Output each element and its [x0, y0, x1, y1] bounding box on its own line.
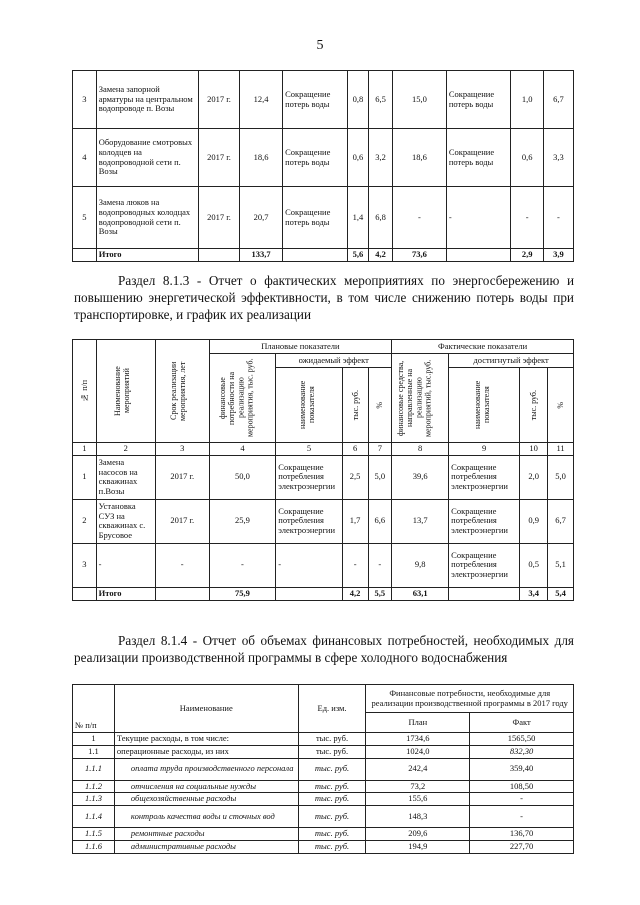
fact-rub: 1,0	[511, 71, 543, 129]
fact-pct: 6,7	[548, 499, 574, 543]
section-8-1-4-heading: Раздел 8.1.4 - Отчет об объемах финансовых потребностей, необходимых для реализации производственной программы в сфере холодного водоснабжения	[74, 633, 574, 665]
total-fact-rub: 3,4	[520, 587, 548, 600]
row-name: ремонтные расходы	[114, 828, 298, 841]
table-row	[73, 758, 574, 780]
table-row	[73, 745, 574, 758]
fact-rub: 2,0	[520, 455, 548, 499]
measure-name: Замена люков на водопроводных колодцах водопроводной сети п. Возы	[96, 187, 198, 249]
row-name: административные расходы	[114, 840, 298, 853]
fact-indicator: Сокращение потерь воды	[446, 129, 511, 187]
plan-pct: 6,5	[369, 71, 393, 129]
row-number: 1.1.1	[73, 758, 115, 780]
fact-pct: 5,0	[548, 455, 574, 499]
plan-indicator: Сокращение потребления электроэнергии	[276, 499, 342, 543]
col-findicator: наименование показателя	[449, 368, 520, 443]
row-fact: -	[470, 806, 574, 828]
row-name: Текущие расходы, в том числе:	[114, 733, 298, 746]
term: -	[155, 543, 209, 587]
plan-rub: 1,4	[347, 187, 369, 249]
row-number: 1.1	[73, 745, 115, 758]
term: 2017 г.	[155, 499, 209, 543]
fact-indicator: Сокращение потребления электроэнергии	[449, 543, 520, 587]
row-number: 1.1.6	[73, 840, 115, 853]
measure-name: Замена насосов на скважинах п.Возы	[96, 455, 155, 499]
row-fact: 1565,50	[470, 733, 574, 746]
row-number: 1.1.3	[73, 793, 115, 806]
row-plan: 194,9	[366, 840, 470, 853]
total-pct: 4,2	[369, 249, 393, 262]
plan-pct: 3,2	[369, 129, 393, 187]
table-row	[73, 793, 574, 806]
empty-cell	[73, 249, 97, 262]
column-number: 1	[73, 443, 97, 456]
row-plan: 209,6	[366, 828, 470, 841]
row-fact: 108,50	[470, 780, 574, 793]
term: 2017 г.	[155, 455, 209, 499]
plan-pct: 6,6	[368, 499, 392, 543]
section-8-1-3-heading: Раздел 8.1.3 - Отчет о фактических мероприятиях по энергосбережению и повышению энергетической эффективности, в том числе снижению потерь воды при транспортировке, и график их реализации	[74, 273, 574, 322]
row-number: 1.1.5	[73, 828, 115, 841]
column-number: 10	[520, 443, 548, 456]
row-name: оплата труда производственного персонала	[114, 758, 298, 780]
total-rub: 5,6	[347, 249, 369, 262]
empty-cell	[276, 587, 342, 600]
plan-header: Плановые показатели	[209, 340, 392, 354]
row-fact: 227,70	[470, 840, 574, 853]
row-name: операционные расходы, из них	[114, 745, 298, 758]
table-row	[73, 129, 574, 187]
fact-indicator: Сокращение потребления электроэнергии	[449, 499, 520, 543]
row-fact: -	[470, 793, 574, 806]
measure-name: Оборудование смотровых колодцев на водопроводной сети п. Возы	[96, 129, 198, 187]
row-plan: 242,4	[366, 758, 470, 780]
row-unit: тыс. руб.	[298, 745, 366, 758]
total-pct: 5,5	[368, 587, 392, 600]
table-row	[73, 828, 574, 841]
plan-fin: 50,0	[209, 455, 276, 499]
row-number: 2	[73, 499, 97, 543]
column-number: 11	[548, 443, 574, 456]
financial-needs-table	[72, 684, 574, 854]
continuation-table	[72, 70, 574, 262]
page-number: 5	[316, 38, 324, 53]
fact-indicator: Сокращение потребления электроэнергии	[449, 455, 520, 499]
total-label: Итого	[96, 587, 155, 600]
row-unit: тыс. руб.	[298, 733, 366, 746]
row-fact: 359,40	[470, 758, 574, 780]
col-fpct: %	[548, 368, 574, 443]
table-row	[73, 840, 574, 853]
row-number: 5	[73, 187, 97, 249]
row-unit: тыс. руб.	[298, 806, 366, 828]
row-plan: 1024,0	[366, 745, 470, 758]
plan-rub: -	[342, 543, 368, 587]
term: 2017 г.	[199, 71, 240, 129]
row-plan: 73,2	[366, 780, 470, 793]
column-number: 9	[449, 443, 520, 456]
needs-header: Финансовые потребности, необходимые для реализации производственной программы в 2017 году	[366, 685, 574, 713]
plan-rub: 2,5	[342, 455, 368, 499]
table-row	[73, 187, 574, 249]
column-number: 2	[96, 443, 155, 456]
fact-rub: 0,9	[520, 499, 548, 543]
row-number: 3	[73, 71, 97, 129]
empty-cell	[73, 587, 97, 600]
fact-pct: -	[543, 187, 573, 249]
row-name: контроль качества воды и сточных вод	[114, 806, 298, 828]
empty-cell	[155, 587, 209, 600]
total-fin: 133,7	[239, 249, 282, 262]
row-unit: тыс. руб.	[298, 793, 366, 806]
fact-pct: 6,7	[543, 71, 573, 129]
row-number: 1	[73, 733, 115, 746]
fact-indicator: Сокращение потерь воды	[446, 71, 511, 129]
col-ffin: финансовые средства, направленные на реализацию мероприятий, тыс.руб.	[392, 354, 449, 443]
plan-fin: 12,4	[239, 71, 282, 129]
measure-name: Замена запорной арматуры на центральном водопроводе п. Возы	[96, 71, 198, 129]
plan-indicator: Сокращение потерь воды	[283, 187, 348, 249]
fact-fin: 18,6	[392, 129, 446, 187]
col-frub: тыс. руб.	[520, 368, 548, 443]
fact-fin: 9,8	[392, 543, 449, 587]
plan-fin: -	[209, 543, 276, 587]
total-fact-fin: 73,6	[392, 249, 446, 262]
plan-rub: 0,6	[347, 129, 369, 187]
row-plan: 155,6	[366, 793, 470, 806]
col-number: № п/п	[73, 340, 97, 443]
col-name: Наименование	[114, 685, 298, 733]
table-row	[73, 806, 574, 828]
col-pct: %	[368, 368, 392, 443]
plan-fin: 20,7	[239, 187, 282, 249]
col-term: Срок реализации мероприятия, лет	[155, 340, 209, 443]
row-number: 4	[73, 129, 97, 187]
fact-fin: -	[392, 187, 446, 249]
total-fact-pct: 3,9	[543, 249, 573, 262]
empty-cell	[199, 249, 240, 262]
term: 2017 г.	[199, 129, 240, 187]
col-plan: План	[366, 713, 470, 733]
column-number: 8	[392, 443, 449, 456]
total-row	[73, 249, 574, 262]
row-unit: тыс. руб.	[298, 780, 366, 793]
measure-name: -	[96, 543, 155, 587]
row-plan: 1734,6	[366, 733, 470, 746]
col-rub: тыс. руб.	[342, 368, 368, 443]
fact-rub: 0,5	[520, 543, 548, 587]
total-rub: 4,2	[342, 587, 368, 600]
col-unit: Ед. изм.	[298, 685, 366, 733]
column-number: 6	[342, 443, 368, 456]
total-fact-fin: 63,1	[392, 587, 449, 600]
fact-rub: 0,6	[511, 129, 543, 187]
table-row	[73, 543, 574, 587]
total-fact-rub: 2,9	[511, 249, 543, 262]
fact-fin: 39,6	[392, 455, 449, 499]
fact-indicator: -	[446, 187, 511, 249]
total-label: Итого	[96, 249, 198, 262]
column-number: 3	[155, 443, 209, 456]
row-name: общехозяйственные расходы	[114, 793, 298, 806]
fact-rub: -	[511, 187, 543, 249]
energy-saving-table	[72, 339, 574, 601]
table-row	[73, 71, 574, 129]
col-name: Наименование мероприятий	[96, 340, 155, 443]
col-number: № п/п	[73, 685, 115, 733]
row-number: 1.1.4	[73, 806, 115, 828]
plan-indicator: Сокращение потребления электроэнергии	[276, 455, 342, 499]
column-number: 5	[276, 443, 342, 456]
expected-effect: ожидаемый эффект	[276, 354, 392, 368]
plan-indicator: Сокращение потерь воды	[283, 129, 348, 187]
total-row	[73, 587, 574, 600]
table-row	[73, 733, 574, 746]
row-unit: тыс. руб.	[298, 828, 366, 841]
row-fact: 832,30	[470, 745, 574, 758]
plan-rub: 1,7	[342, 499, 368, 543]
plan-fin: 18,6	[239, 129, 282, 187]
table-row	[73, 499, 574, 543]
fact-header: Фактические показатели	[392, 340, 574, 354]
fact-pct: 3,3	[543, 129, 573, 187]
col-fin: финансовые потребности на реализацию мероприятия, тыс. руб.	[209, 354, 276, 443]
fact-fin: 13,7	[392, 499, 449, 543]
table-row	[73, 780, 574, 793]
empty-cell	[446, 249, 511, 262]
row-fact: 136,70	[470, 828, 574, 841]
total-fact-pct: 5,4	[548, 587, 574, 600]
fact-fin: 15,0	[392, 71, 446, 129]
col-fact: Факт	[470, 713, 574, 733]
col-indicator: наименование показателя	[276, 368, 342, 443]
row-unit: тыс. руб.	[298, 758, 366, 780]
row-name: отчисления на социальные нужды	[114, 780, 298, 793]
column-number: 7	[368, 443, 392, 456]
plan-rub: 0,8	[347, 71, 369, 129]
achieved-effect: достигнутый эффект	[449, 354, 574, 368]
row-number: 1.1.2	[73, 780, 115, 793]
row-plan: 148,3	[366, 806, 470, 828]
row-number: 3	[73, 543, 97, 587]
plan-pct: 5,0	[368, 455, 392, 499]
plan-indicator: Сокращение потерь воды	[283, 71, 348, 129]
plan-fin: 25,9	[209, 499, 276, 543]
empty-cell	[449, 587, 520, 600]
row-unit: тыс. руб.	[298, 840, 366, 853]
total-fin: 75,9	[209, 587, 276, 600]
table-row	[73, 455, 574, 499]
empty-cell	[283, 249, 348, 262]
term: 2017 г.	[199, 187, 240, 249]
plan-pct: -	[368, 543, 392, 587]
plan-indicator: -	[276, 543, 342, 587]
fact-pct: 5,1	[548, 543, 574, 587]
measure-name: Установка СУЗ на скважинах с. Брусовое	[96, 499, 155, 543]
plan-pct: 6,8	[369, 187, 393, 249]
column-number: 4	[209, 443, 276, 456]
row-number: 1	[73, 455, 97, 499]
